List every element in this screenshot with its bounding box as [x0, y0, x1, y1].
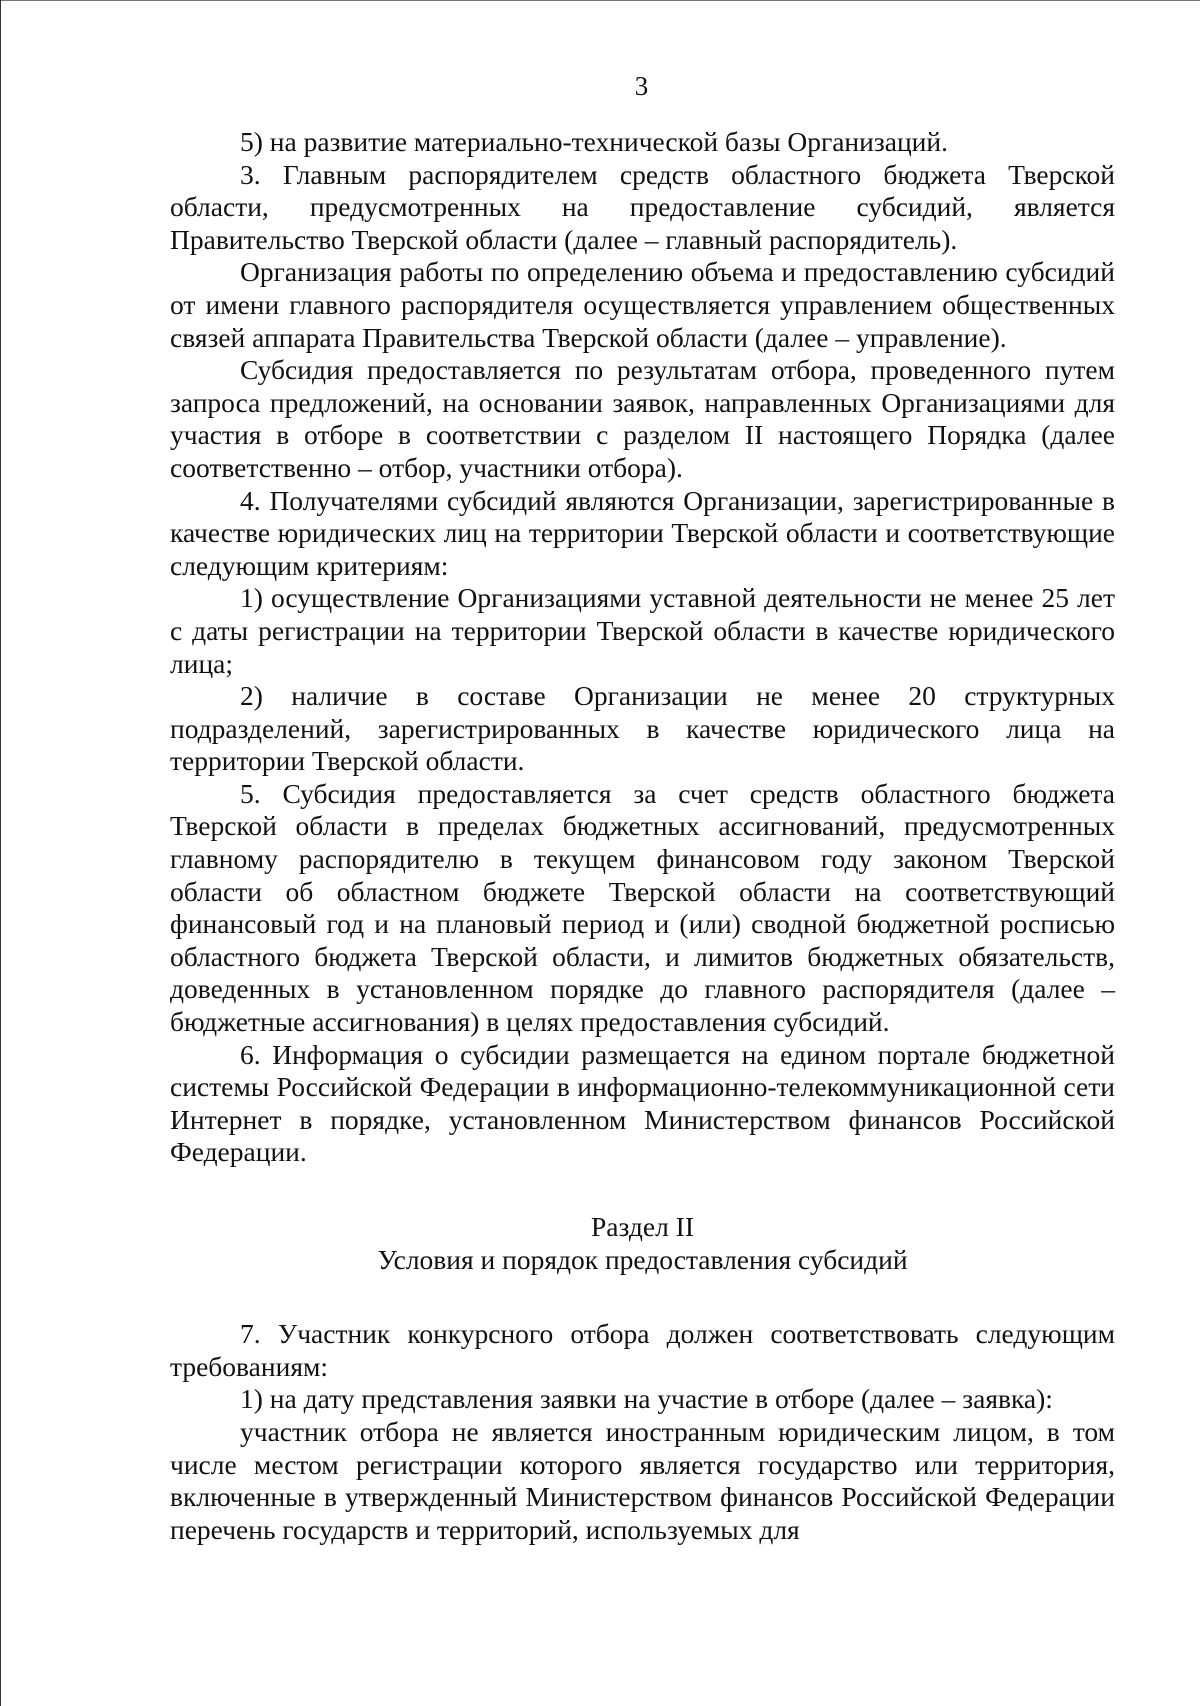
page-number: 3	[634, 71, 649, 101]
paragraph: 4. Получателями субсидий являются Организации, зарегистрированные в качестве юридических лиц на территории Тверской области и соответствующие следующим критериям:	[170, 484, 1115, 581]
paragraph: Организация работы по определению объема и предоставлению субсидий от имени главного распорядителя осуществляется управлением общественных связей аппарата Правительства Тверской области (далее – управление).	[170, 256, 1115, 353]
paragraph: 3. Главным распорядителем средств областного бюджета Тверской области, предусмотренных на предоставление субсидий, является Правительство Тверской области (далее – главный распорядитель).	[170, 158, 1115, 255]
page-top-edge	[0, 0, 1200, 1]
paragraph: участник отбора не является иностранным юридическим лицом, в том числе местом регистрации которого является государство или территория, включенные в утвержденный Министерством финансов Российской Федерации перечень государств и территорий, используемых для	[170, 1415, 1115, 1545]
paragraph: 1) осуществление Организациями уставной деятельности не менее 25 лет с даты регистрации на территории Тверской области в качестве юридического лица;	[170, 582, 1115, 679]
page-left-edge	[0, 0, 1, 1706]
document-body	[170, 126, 1115, 1546]
paragraph: 1) на дату представления заявки на участие в отборе (далее – заявка):	[240, 1383, 1053, 1415]
paragraph: 6. Информация о субсидии размещается на едином портале бюджетной системы Российской Федерации в информационно-телекоммуникационной сети Интернет в порядке, установленном Министерством финансов Российской Федерации.	[170, 1038, 1115, 1168]
section-number: Раздел II	[591, 1211, 694, 1242]
paragraph: 2) наличие в составе Организации не менее 20 структурных подразделений, зарегистрированных в качестве юридического лица на территории Тверской области.	[170, 680, 1115, 777]
section-title: Условия и порядок предоставления субсидий	[377, 1243, 908, 1275]
paragraph: Субсидия предоставляется по результатам отбора, проведенного путем запроса предложений, на основании заявок, направленных Организациями для участия в отборе в соответствии с разделом II настоящего Порядка (далее соответственно – отбор, участники отбора).	[170, 354, 1115, 483]
paragraph: 5) на развитие материально-технической базы Организаций.	[240, 126, 948, 157]
paragraph: 5. Субсидия предоставляется за счет средств областного бюджета Тверской области в пределах бюджетных ассигнований, предусмотренных главному распорядителю в текущем финансовом году законом Тверской области об областном бюджете Тверской области на соответствующий финансовый год и на плановый период и (или) сводной бюджетной росписью областного бюджета Тверской области, и лимитов бюджетных обязательств, доведенных в установленном порядке до главного распорядителя (далее – бюджетные ассигнования) в целях предоставления субсидий.	[170, 777, 1115, 1038]
paragraph: 7. Участник конкурсного отбора должен соответствовать следующим требованиям:	[170, 1318, 1115, 1382]
